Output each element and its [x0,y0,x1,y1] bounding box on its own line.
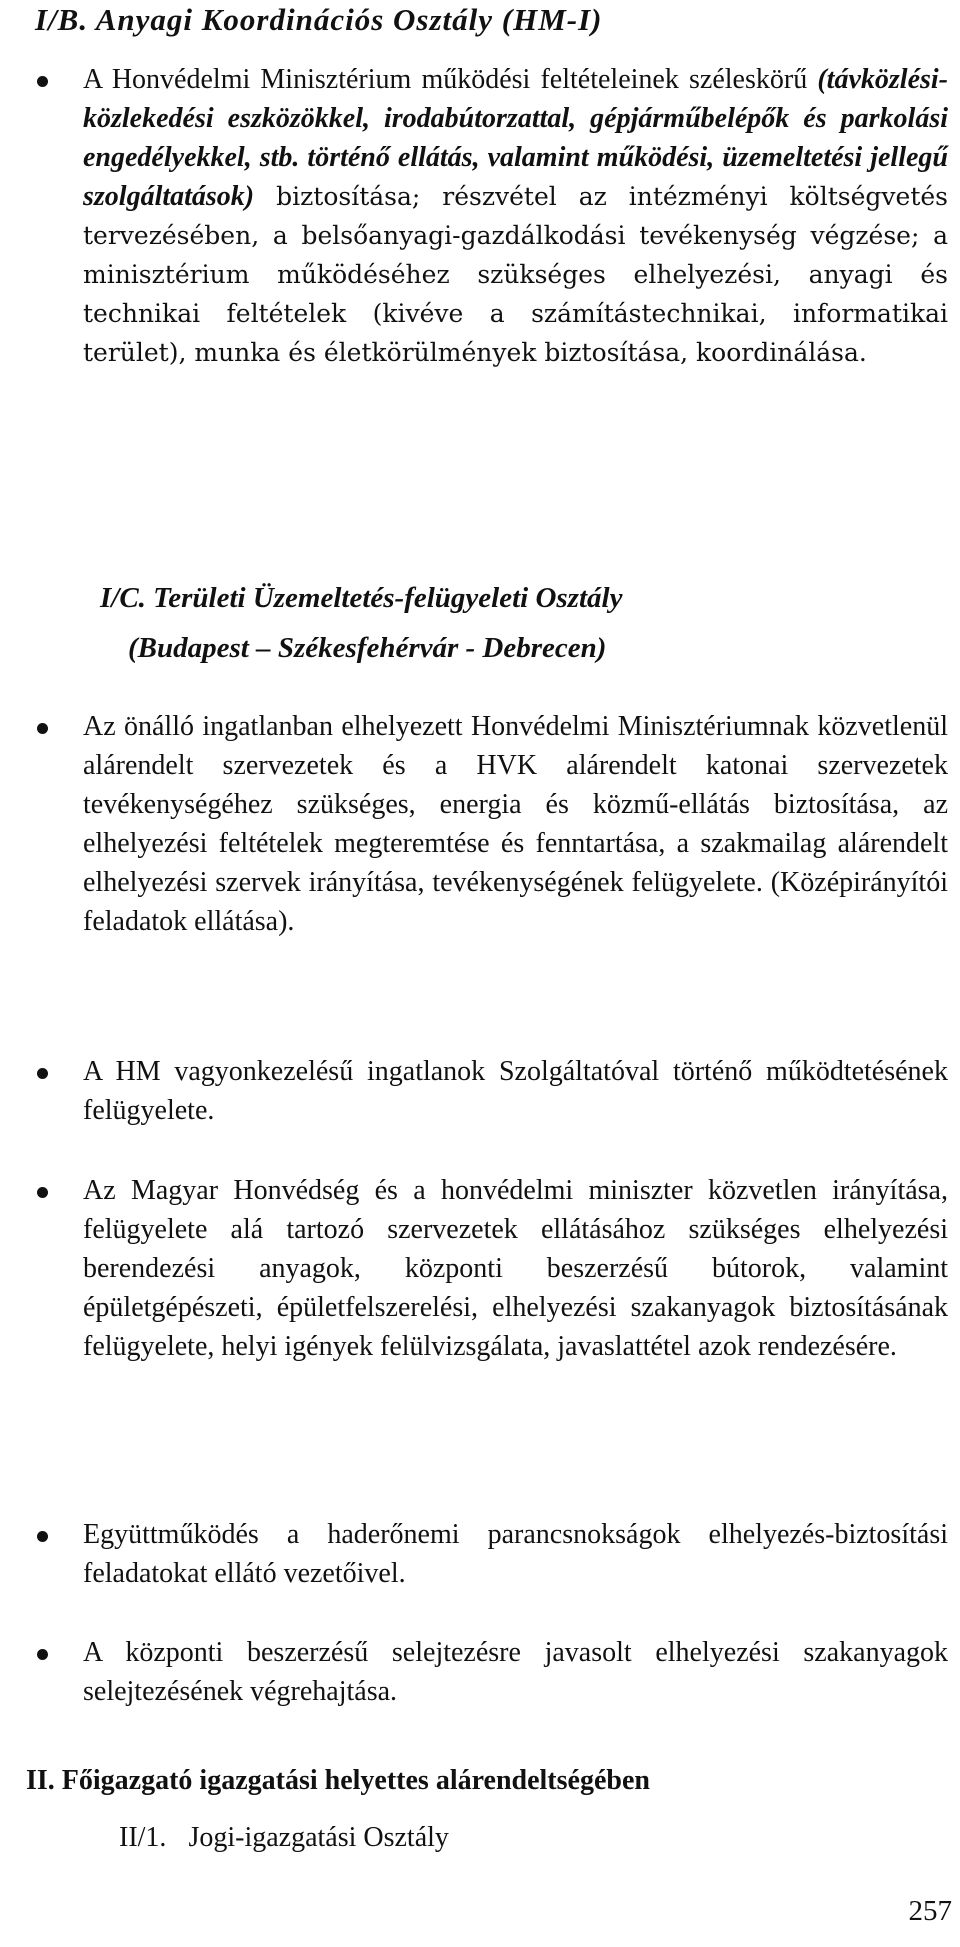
page-number: 257 [908,1895,952,1927]
heading-ic-line2: (Budapest – Székesfehérvár - Debrecen) [128,632,607,664]
ic-paragraph-1: Az önálló ingatlanban elhelyezett Honvédelmi Minisztériumnak közvetlenül alárendelt szervezetek és a HVK alárendelt katonai szervezetek tevékenységéhez szükséges, energia és közmű-ellátás biztosítása, az elhelyezési feltételek megteremtése és fenntartása, a szakmailag alárendelt elhelyezési szervek irányítása, tevékenységének felügyelete. (Középirányítói feladatok ellátása). [83,711,948,937]
subheading-ii1 [119,1822,449,1854]
ic-bullet-2 [40,1052,948,1130]
ic-bullet-3 [40,1171,948,1366]
ic-paragraph-3: Az Magyar Honvédség és a honvédelmi miniszter közvetlen irányítása, felügyelete alá tartozó szervezetek ellátásához szükséges elhelyezési berendezési anyagok, központi beszerzésű bútorok, valamint épületgépészeti, épületfelszerelési, elhelyezési szakanyagok biztosításának felügyelete, helyi igények felülvizsgálata, javaslattétel azok rendezésére. [83,1175,948,1362]
ic-bullet-1 [40,707,948,941]
heading-ib: I/B. Anyagi Koordinációs Osztály (HM-I) [35,2,603,37]
ic-bullet-4 [40,1515,948,1593]
bullet-dot [37,1649,48,1660]
ib-text-3: biztosítása; részvétel az intézményi költségvetés tervezésében, a belsőanyagi-gazdálkodási tevékenység végzése; a minisztérium működéséhez szükséges elhelyezési, anyagi és technikai feltételek (kivéve a számítástechnikai, informatikai terület), munka és életkörülmények biztosítása, koordinálása. [83,182,948,367]
bullet-dot [37,1187,48,1198]
subheading-ii1-number: II/1. [119,1822,167,1853]
ic-paragraph-4: Együttműködés a haderőnemi parancsnokságok elhelyezés-biztosítási feladatokat ellátó vezetőivel. [83,1519,948,1589]
heading-ic-line1: I/C. Területi Üzemeltetés-felügyeleti Osztály [100,582,623,614]
ic-paragraph-2: A HM vagyonkezelésű ingatlanok Szolgáltatóval történő működtetésének felügyelete. [83,1056,948,1126]
ic-bullet-5 [40,1633,948,1711]
ib-text-1: A Honvédelmi Minisztérium működési feltételeinek széleskörű [83,64,818,95]
ic-paragraph-5: A központi beszerzésű selejtezésre javasolt elhelyezési szakanyagok selejtezésének végrehajtása. [83,1637,948,1707]
subheading-ii1-title: Jogi-igazgatási Osztály [188,1822,449,1853]
ib-text-2-emphasis: (távközlési- közlekedési eszközökkel, irodabútorzattal, gépjárműbelépők és parkolási engedélyekkel, stb. történő ellátás, valamint működési, üzemeltetési jellegű szolgáltatások) [83,64,948,212]
bullet-dot [37,1531,48,1542]
ib-paragraph [83,60,948,372]
bullet-dot [37,76,48,87]
heading-ii: II. Főigazgató igazgatási helyettes alárendeltségében [26,1765,650,1796]
ib-bullet [40,60,948,372]
bullet-dot [37,723,48,734]
bullet-dot [37,1068,48,1079]
